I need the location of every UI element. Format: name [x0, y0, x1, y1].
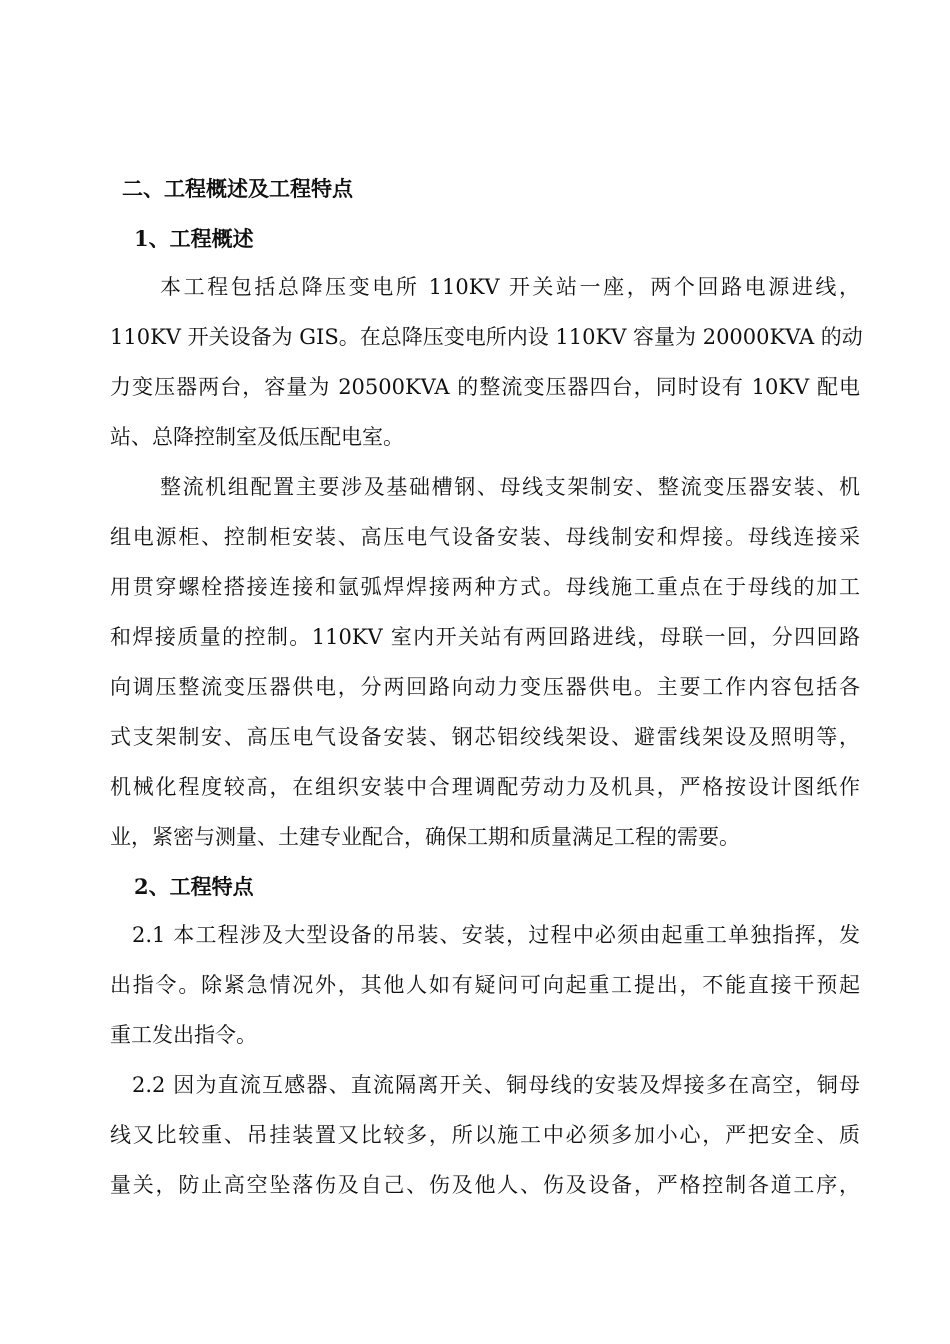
overview-para2-line6: 式支架制安、高压电气设备安装、钢芯铝绞线架设、避雷线架设及照明等，: [110, 725, 860, 749]
features-item2-line3: 量关，防止高空坠落伤及自己、伤及他人、伤及设备，严格控制各道工序，: [110, 1173, 860, 1197]
overview-para2-line7: 机械化程度较高，在组织安装中合理调配劳动力及机具，严格按设计图纸作: [110, 775, 860, 799]
overview-para1-line3: 力变压器两台，容量为 20500KVA 的整流变压器四台，同时设有 10KV 配电: [110, 375, 860, 399]
overview-para2-line1: 整流机组配置主要涉及基础槽钢、母线支架制安、整流变压器安装、机: [160, 475, 860, 499]
overview-para1-line4: 站、总降控制室及低压配电室。: [110, 425, 404, 449]
overview-para2-line8: 业，紧密与测量、土建专业配合，确保工期和质量满足工程的需要。: [110, 825, 740, 849]
overview-para2-line2: 组电源柜、控制柜安装、高压电气设备安装、母线制安和焊接。母线连接采: [110, 525, 860, 549]
section-title: 二、工程概述及工程特点: [122, 176, 353, 201]
overview-para1-line1: 本工程包括总降压变电所 110KV 开关站一座，两个回路电源进线，: [160, 275, 860, 299]
features-item2-line2: 线又比较重、吊挂装置又比较多，所以施工中必须多加小心，严把安全、质: [110, 1123, 860, 1147]
features-item1-line2: 出指令。除紧急情况外，其他人如有疑问可向起重工提出，不能直接干预起: [110, 973, 860, 997]
features-heading: 2、工程特点: [134, 874, 254, 899]
overview-para2-line3: 用贯穿螺栓搭接连接和氩弧焊焊接两种方式。母线施工重点在于母线的加工: [110, 575, 860, 599]
overview-para2-line5: 向调压整流变压器供电，分两回路向动力变压器供电。主要工作内容包括各: [110, 675, 860, 699]
overview-para1-line2: 110KV 开关设备为 GIS。在总降压变电所内设 110KV 容量为 20000KVA 的动: [110, 325, 863, 349]
overview-heading: 1、工程概述: [134, 226, 254, 251]
features-item2-line1: 2.2 因为直流互感器、直流隔离开关、铜母线的安装及焊接多在高空，铜母: [132, 1073, 860, 1097]
features-item1-line3: 重工发出指令。: [110, 1023, 257, 1047]
overview-para2-line4: 和焊接质量的控制。110KV 室内开关站有两回路进线，母联一回，分四回路: [110, 625, 860, 649]
features-item1-line1: 2.1 本工程涉及大型设备的吊装、安装，过程中必须由起重工单独指挥，发: [132, 923, 860, 947]
